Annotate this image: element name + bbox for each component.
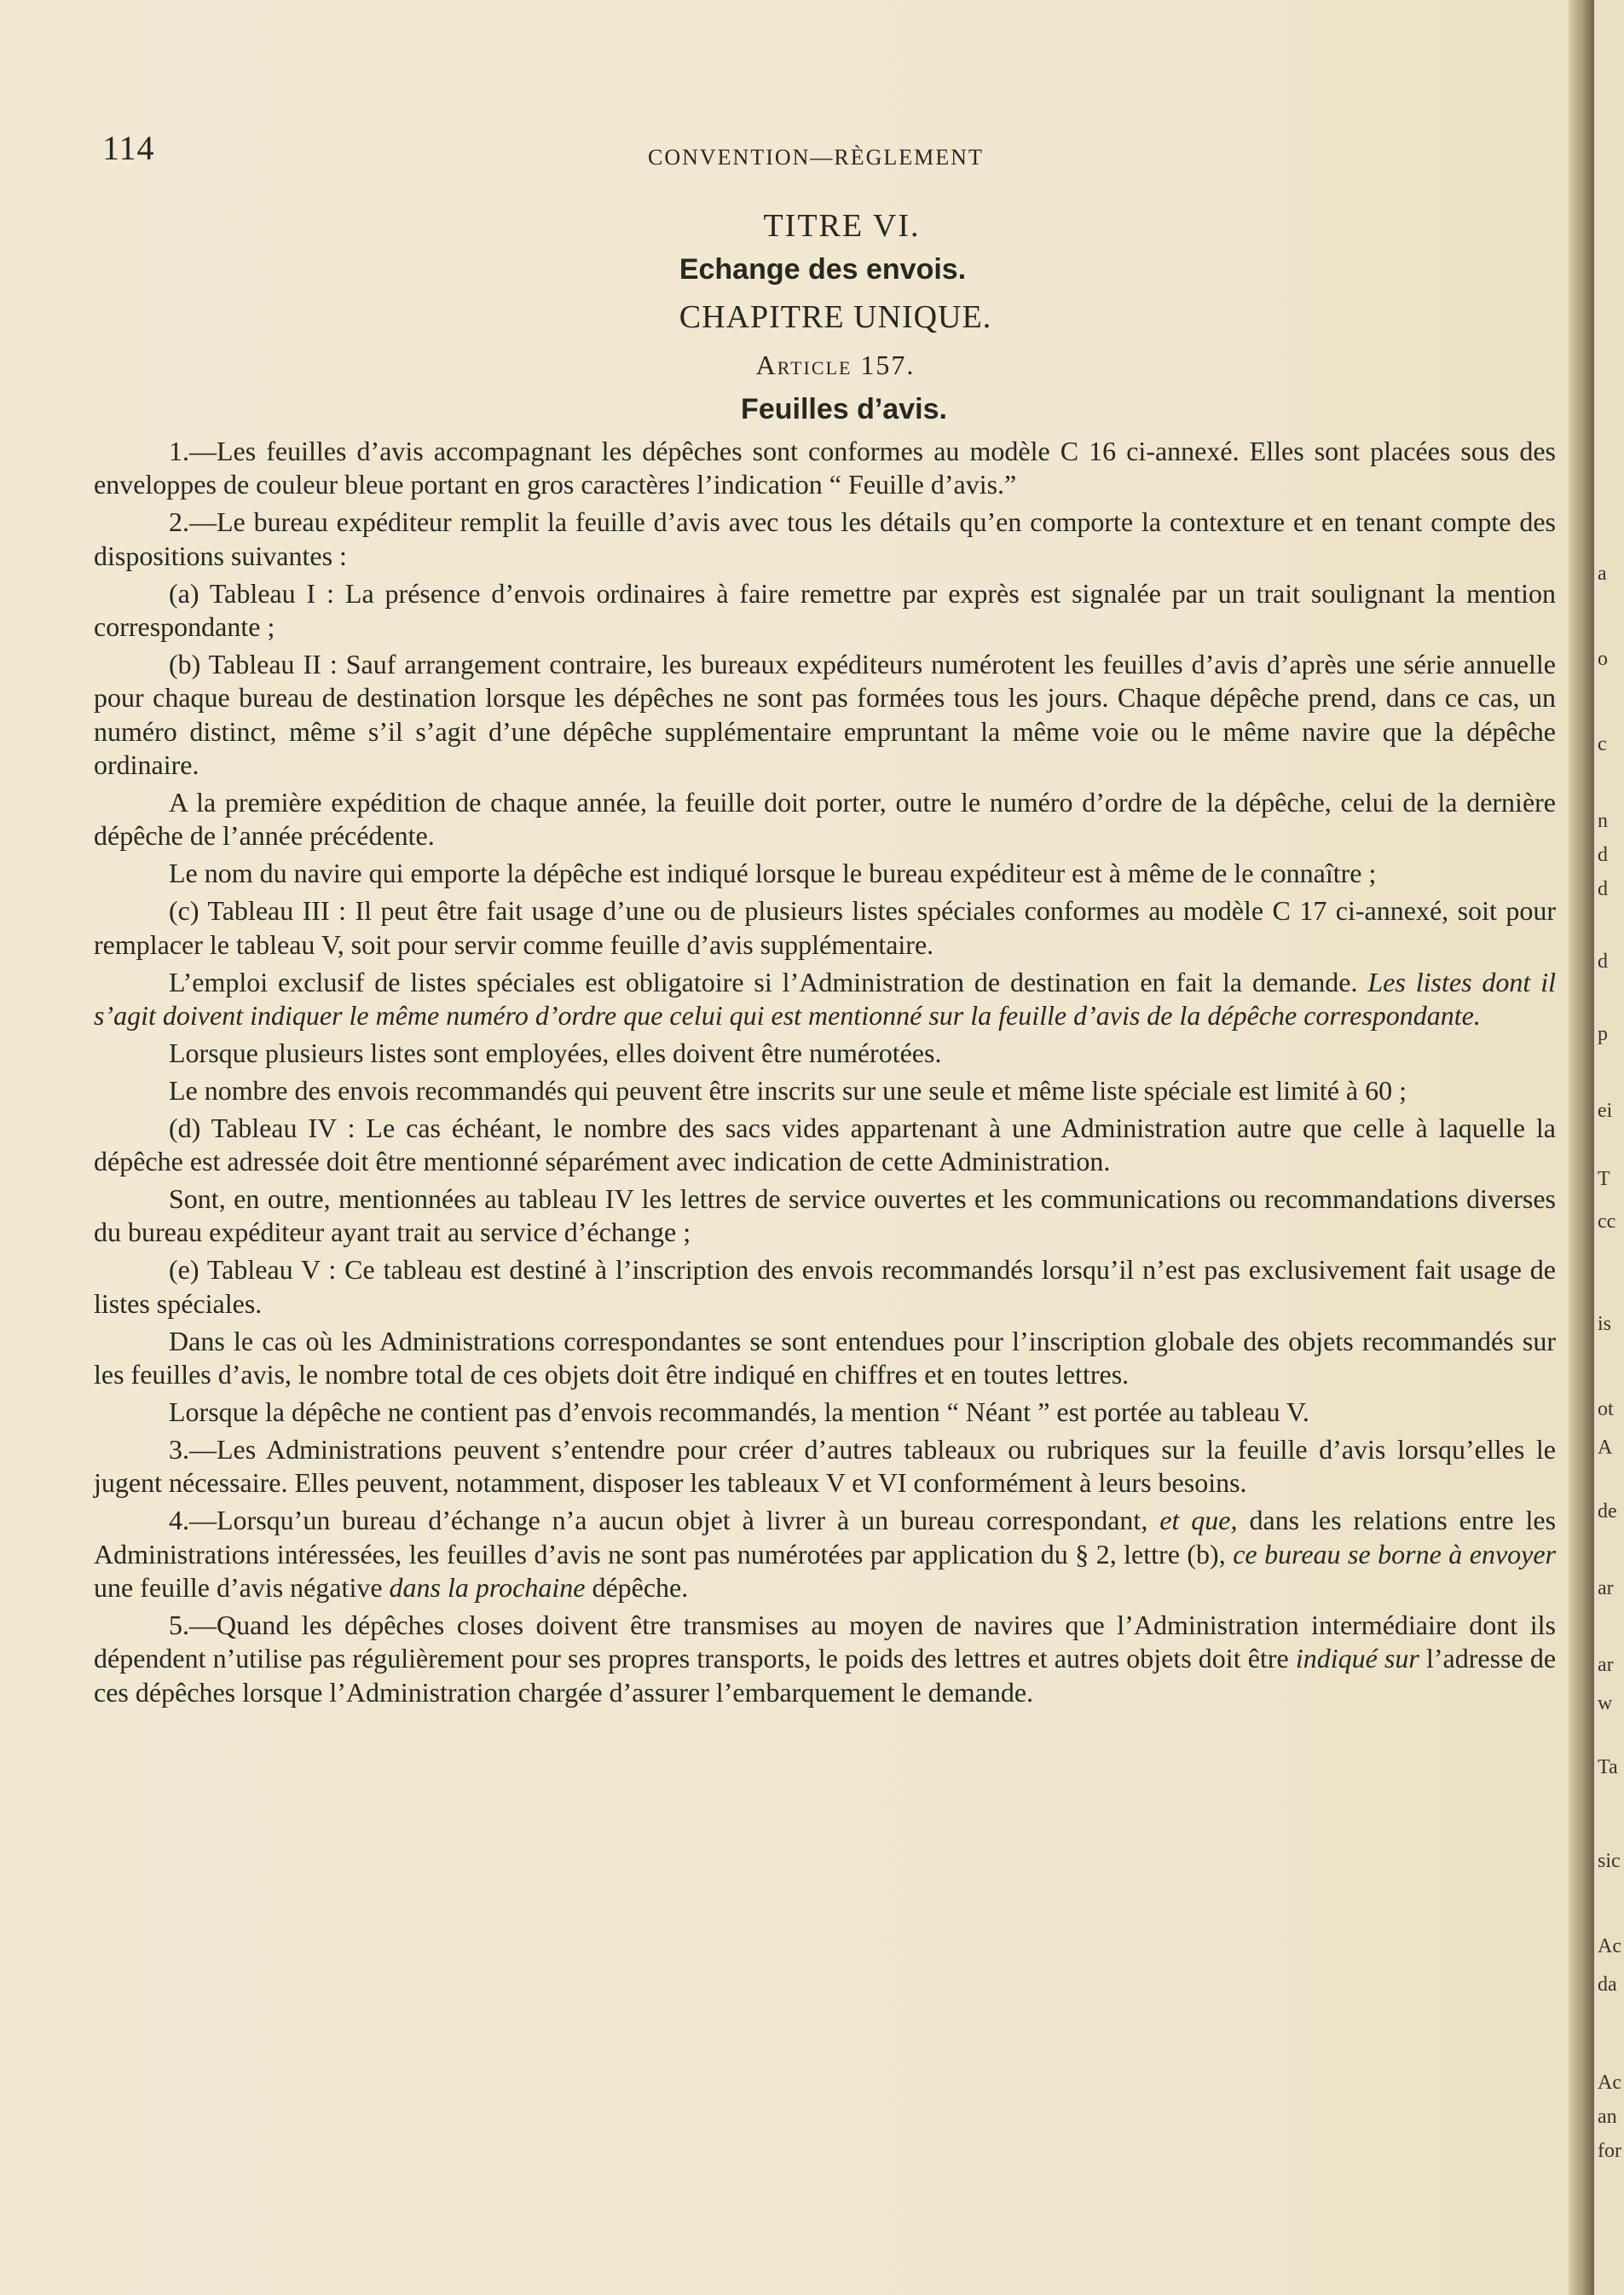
next-page-fragment: ar bbox=[1598, 1654, 1614, 1676]
paragraph-2c-numbered-lists: Lorsque plusieurs listes sont employées, elles doivent être numérotées. bbox=[169, 1037, 942, 1068]
next-page-fragment: ot bbox=[1598, 1398, 1614, 1420]
exclusive-lists-italic: Les listes dont il s’agit doivent indiquer le même numéro d’ordre que celui qui est mentionné sur la feuille d’avis de la dépêche correspondante. bbox=[94, 966, 1557, 1031]
paragraph-1: 1.—Les feuilles d’avis accompagnant les dépêches sont conformes au modèle C 16 ci-annexé. Elles sont placées sous des enveloppes de couleur bleue portant en gros caractères l’indication “ Feuille d’avis.” bbox=[94, 436, 1556, 500]
next-page-fragment: d bbox=[1598, 878, 1608, 900]
next-page-fragment: for bbox=[1598, 2140, 1621, 2162]
paragraph-2b: (b) Tableau II : Sauf arrangement contraire, les bureaux expéditeurs numérotent les feuilles d’avis d’après une série annuelle pour chaque bureau de destination lorsque les dépêches ne sont pas formées tous les jours. Chaque dépêche prend, dans ce cas, un numéro distinct, même s’il s’agit d’une dépêche supplémentaire empruntant la même voie ou le même navire que la dépêche ordinaire. bbox=[94, 648, 1556, 781]
page-number: 114 bbox=[102, 129, 155, 167]
p4-text-3: une feuille d’avis négative bbox=[94, 1572, 383, 1603]
paragraph-2c-exclusive-lists bbox=[94, 966, 1556, 1033]
p4-italic-2: ce bureau se borne à envoyer bbox=[1233, 1538, 1557, 1570]
p4-text-1: 4.—Lorsqu’un bureau d’échange n’a aucun objet à livrer à un bureau correspondant, bbox=[169, 1505, 1148, 1536]
next-page-fragment: d bbox=[1598, 951, 1608, 973]
paragraph-2d: (d) Tableau IV : Le cas échéant, le nombre des sacs vides appartenant à une Administration autre que celle à laquelle la dépêche est adressée doit être mentionné séparément avec indication de cette Administration. bbox=[94, 1112, 1556, 1177]
next-page-fragment: ar bbox=[1598, 1577, 1614, 1599]
p4-text-4: dépêche. bbox=[592, 1572, 689, 1603]
next-page-fragment: a bbox=[1598, 563, 1607, 585]
paragraph-5 bbox=[94, 1609, 1556, 1709]
paragraph-2a: (a) Tableau I : La présence d’envois ordinaires à faire remettre par exprès est signalée par un trait soulignant la mention correspondante ; bbox=[94, 577, 1556, 643]
book-gutter bbox=[1569, 0, 1594, 2295]
next-page-fragment: A bbox=[1598, 1437, 1613, 1459]
p4-text-2: dans les relations entre les Administrations intéressées, les feuilles d’avis ne sont pas numérotées par application du § 2, lettre (b), bbox=[94, 1505, 1557, 1570]
paragraph-2e-global: Dans le cas où les Administrations correspondantes se sont entendues pour l’inscription globale des objets recommandés sur les feuilles d’avis, le nombre total de ces objets doit être indiqué en chiffres et en toutes lettres. bbox=[94, 1325, 1556, 1390]
next-page-fragment: an bbox=[1598, 2106, 1617, 2128]
article-title: Feuilles d’avis. bbox=[741, 393, 947, 425]
p5-text-2: l’adresse de ces dépêches lorsque l’Administration chargée d’assurer l’embarquement le demande. bbox=[94, 1643, 1557, 1708]
next-page-fragment: o bbox=[1598, 648, 1608, 670]
p5-italic: indiqué sur bbox=[1295, 1643, 1419, 1674]
next-page-fragment: de bbox=[1598, 1500, 1617, 1523]
p4-italic-3: dans la prochaine bbox=[389, 1572, 586, 1603]
running-head: CONVENTION—RÈGLEMENT bbox=[648, 145, 984, 170]
next-page-fragment: Ta bbox=[1598, 1756, 1618, 1778]
p5-text-1: 5.—Quand les dépêches closes doivent être transmises au moyen de navires que l’Administration intermédiaire dont ils dépendent n’utilise pas régulièrement pour ses propres transports, le poids des lettres et autres objets doit être bbox=[94, 1609, 1556, 1674]
next-page-edge bbox=[1594, 0, 1624, 2295]
paragraph-2e: (e) Tableau V : Ce tableau est destiné à l’inscription des envois recommandés lorsqu’il n’est pas exclusivement fait usage de listes spéciales. bbox=[94, 1254, 1556, 1319]
paragraph-2: 2.—Le bureau expéditeur remplit la feuille d’avis avec tous les détails qu’en comporte la contexture et en tenant compte des dispositions suivantes : bbox=[94, 506, 1556, 571]
paragraph-2e-neant: Lorsque la dépêche ne contient pas d’envois recommandés, la mention “ Néant ” est portée au tableau V. bbox=[169, 1396, 1309, 1427]
paragraph-2b-ship-name: Le nom du navire qui emporte la dépêche est indiqué lorsque le bureau expéditeur est à même de le connaître ; bbox=[169, 858, 1377, 889]
paragraph-2b-first-expedition: A la première expédition de chaque année, la feuille doit porter, outre le numéro d’ordre de la dépêche, celui de la dernière dépêche de l’année précédente. bbox=[94, 787, 1556, 852]
paragraph-2c: (c) Tableau III : Il peut être fait usage d’une ou de plusieurs listes spéciales conformes au modèle C 17 ci-annexé, soit pour remplacer le tableau V, soit pour servir comme feuille d’avis supplémentaire. bbox=[94, 895, 1556, 960]
next-page-fragment: c bbox=[1598, 733, 1607, 755]
next-page-fragment: T bbox=[1598, 1168, 1610, 1190]
p4-italic-1: et que, bbox=[1159, 1505, 1238, 1536]
paragraph-2c-limit: Le nombre des envois recommandés qui peuvent être inscrits sur une seule et même liste spéciale est limité à 60 ; bbox=[169, 1074, 1407, 1106]
next-page-fragment: da bbox=[1598, 1974, 1617, 1996]
chapitre-heading: CHAPITRE UNIQUE. bbox=[679, 299, 992, 335]
next-page-fragment: is bbox=[1598, 1313, 1612, 1335]
next-page-fragment: Ac bbox=[1598, 1935, 1621, 1957]
next-page-fragment: Ac bbox=[1598, 2072, 1621, 2094]
next-page-fragment: p bbox=[1598, 1023, 1608, 1045]
titre-subtitle: Echange des envois. bbox=[679, 253, 967, 286]
article-heading: Article 157. bbox=[755, 350, 916, 380]
article-body bbox=[94, 435, 1556, 1714]
next-page-fragment: n bbox=[1598, 810, 1608, 832]
next-page-fragment: cc bbox=[1598, 1211, 1616, 1233]
paragraph-3: 3.—Les Administrations peuvent s’entendre pour créer d’autres tableaux ou rubriques sur la feuille d’avis lorsqu’elles le jugent nécessaire. Elles peuvent, notamment, disposer les tableaux V et VI conformément à leurs besoins. bbox=[94, 1433, 1556, 1499]
paragraph-4 bbox=[94, 1504, 1556, 1604]
next-page-fragment: ei bbox=[1598, 1100, 1613, 1122]
exclusive-lists-text: L’emploi exclusif de listes spéciales est obligatoire si l’Administration de destination en fait la demande. bbox=[169, 966, 1358, 997]
paragraph-2d-service-letters: Sont, en outre, mentionnées au tableau IV les lettres de service ouvertes et les communications ou recommandations diverses du bureau expéditeur ayant trait au service d’échange ; bbox=[94, 1183, 1556, 1248]
next-page-fragment: sic bbox=[1598, 1850, 1621, 1872]
titre-heading: TITRE VI. bbox=[763, 208, 921, 244]
next-page-fragment: d bbox=[1598, 844, 1608, 866]
next-page-fragment: w bbox=[1598, 1692, 1613, 1714]
